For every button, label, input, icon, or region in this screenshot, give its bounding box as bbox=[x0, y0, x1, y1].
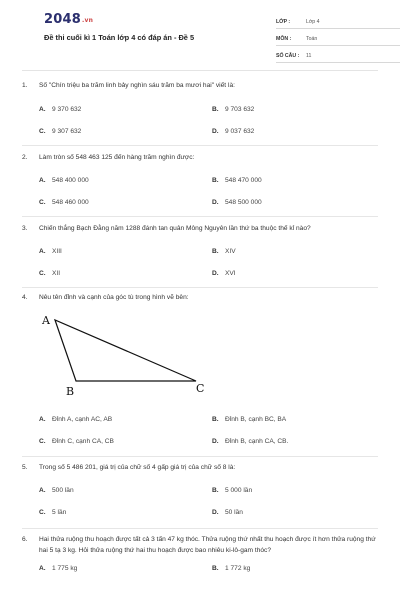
triangle-shape bbox=[55, 320, 196, 381]
question-text: Nêu tên đỉnh và cạnh của góc tù trong hình vẽ bên: bbox=[39, 294, 189, 301]
question-4 bbox=[22, 292, 378, 303]
question-6 bbox=[22, 534, 378, 579]
question-text: Hai thửa ruộng thu hoạch được tất cả 3 tấn 47 kg thóc. Thửa ruộng thứ nhất thu hoạch được ít hơn thửa ruộng thứ hai 5 tạ 3 kg. Hỏi thửa ruộng thứ hai thu hoạch được bao nhiêu ki-lô-gam thóc? bbox=[39, 536, 376, 554]
meta-value: Toán bbox=[306, 35, 318, 42]
option-b[interactable]: B. 1 772 kg bbox=[212, 564, 251, 572]
question-divider bbox=[22, 528, 378, 529]
site-logo[interactable]: 2048.vn bbox=[44, 12, 94, 27]
question-number: 4. bbox=[22, 294, 28, 301]
header bbox=[22, 0, 378, 70]
option-a[interactable]: A. 1 775 kg bbox=[39, 564, 78, 572]
question-divider bbox=[22, 216, 378, 217]
option-a[interactable]: A. 500 lần bbox=[39, 486, 74, 494]
option-d[interactable]: D. 548 500 000 bbox=[212, 198, 262, 206]
meta-label: LỚP : bbox=[276, 18, 291, 25]
question-3 bbox=[22, 223, 378, 284]
question-text: Trong số 5 486 201, giá trị của chữ số 4 gấp giá trị của chữ số 8 là: bbox=[39, 464, 236, 471]
option-d[interactable]: D. 9 037 632 bbox=[212, 127, 255, 135]
question-text: Chiến thắng Bạch Đằng năm 1288 đánh tan quân Mông Nguyên lần thứ ba thuộc thế kỉ nào? bbox=[39, 225, 311, 232]
vertex-label-b: B bbox=[66, 385, 75, 398]
question-1 bbox=[22, 80, 378, 142]
question-2 bbox=[22, 152, 378, 213]
meta-label: MÔN : bbox=[276, 35, 292, 42]
meta-value: Lớp 4 bbox=[306, 18, 320, 25]
option-b[interactable]: B. 5 000 lần bbox=[212, 486, 253, 494]
question-divider bbox=[22, 456, 378, 457]
exam-meta bbox=[276, 15, 400, 66]
option-a[interactable]: A. 548 400 000 bbox=[39, 176, 89, 184]
obtuse-triangle-figure bbox=[36, 308, 226, 398]
question-divider bbox=[22, 287, 378, 288]
option-a[interactable]: A. Đỉnh A, cạnh AC, AB bbox=[39, 415, 113, 423]
option-b[interactable]: B. 9 703 632 bbox=[212, 105, 255, 113]
option-b[interactable]: B. Đỉnh B, cạnh BC, BA bbox=[212, 415, 287, 423]
question-number: 6. bbox=[22, 536, 28, 543]
meta-class bbox=[276, 15, 400, 29]
meta-subject bbox=[276, 32, 400, 46]
question-divider bbox=[22, 145, 378, 146]
option-a[interactable]: A. 9 370 632 bbox=[39, 105, 82, 113]
meta-question-count bbox=[276, 49, 400, 63]
header-divider bbox=[22, 70, 378, 71]
question-number: 2. bbox=[22, 154, 28, 161]
question-text: Số "Chín triệu ba trăm linh bảy nghìn sáu trăm ba mươi hai" viết là: bbox=[39, 82, 235, 89]
question-number: 3. bbox=[22, 225, 28, 232]
option-d[interactable]: D. 50 lần bbox=[212, 508, 243, 516]
option-d[interactable]: D. XVI bbox=[212, 269, 236, 277]
option-c[interactable]: C. 9 307 632 bbox=[39, 127, 82, 135]
option-c[interactable]: C. 548 460 000 bbox=[39, 198, 89, 206]
option-c[interactable]: C. XII bbox=[39, 269, 61, 277]
vertex-label-c: C bbox=[196, 382, 205, 395]
option-d[interactable]: D. Đỉnh B, cạnh CA, CB. bbox=[212, 437, 289, 445]
document-title: Đề thi cuối kì 1 Toán lớp 4 có đáp án - Đề 5 bbox=[44, 33, 195, 42]
question-text: Làm tròn số 548 463 125 đến hàng trăm nghìn được: bbox=[39, 154, 195, 161]
option-a[interactable]: A. XIII bbox=[39, 247, 62, 255]
question-4-options bbox=[22, 408, 378, 452]
option-c[interactable]: C. Đỉnh C, cạnh CA, CB bbox=[39, 437, 114, 445]
question-number: 5. bbox=[22, 464, 28, 471]
meta-value: 11 bbox=[306, 52, 312, 59]
option-c[interactable]: C. 5 lần bbox=[39, 508, 67, 516]
meta-label: SỐ CÂU : bbox=[276, 52, 300, 59]
question-number: 1. bbox=[22, 82, 28, 89]
question-5 bbox=[22, 462, 378, 523]
option-b[interactable]: B. XIV bbox=[212, 247, 236, 255]
option-b[interactable]: B. 548 470 000 bbox=[212, 176, 262, 184]
vertex-label-a: A bbox=[42, 314, 50, 327]
